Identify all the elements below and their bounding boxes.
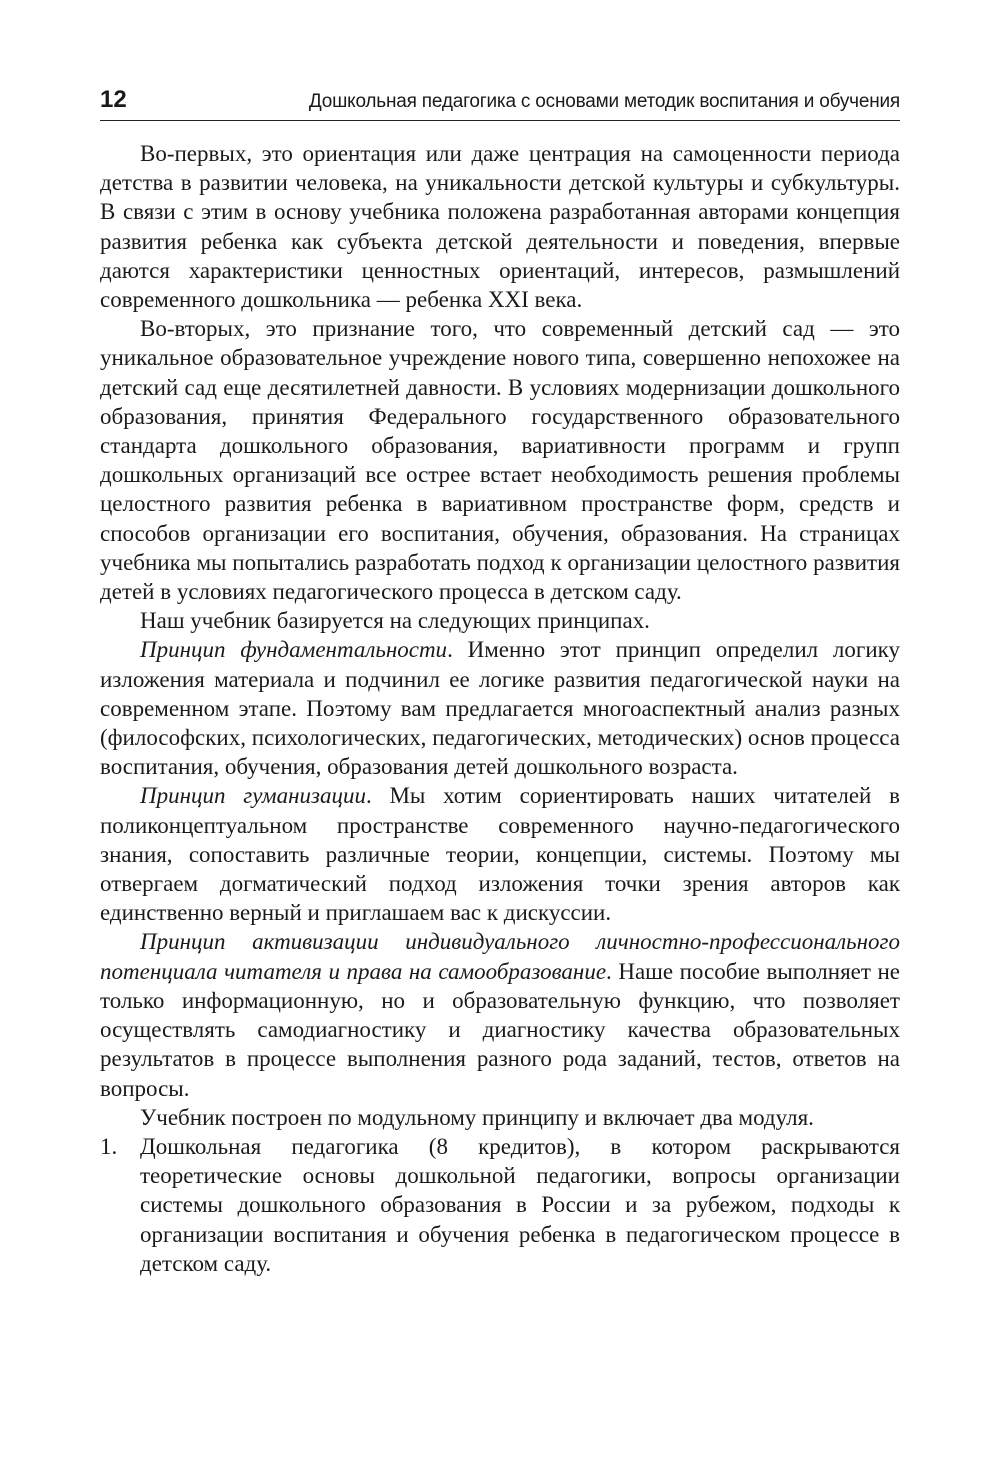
paragraph-text: Во-первых, это ориентация или даже центрация на самоценности периода детства в развитии человека, на уникальности детской культуры и субкультуры. В связи с этим в основу учебника положена разработанная авторами концепция развития ребенка как субъекта детской деятельности и поведения, впервые даются характеристики ценностных ориентаций, интересов, размышлений современного дошкольника — ребенка XXI века. xyxy=(100,141,900,313)
principle-paragraph xyxy=(100,635,900,781)
running-title: Дошкольная педагогика с основами методик воспитания и обучения xyxy=(308,91,900,112)
paragraph xyxy=(100,139,900,314)
running-header xyxy=(100,80,900,121)
paragraph-text: Во-вторых, это признание того, что современный детский сад — это уникальное образовательное учреждение нового типа, совершенно непохожее на детский сад еще десятилетней давности. В условиях модернизации дошкольного образования, принятия Федерального государственного образовательного стандарта дошкольного образования, вариативности программ и групп дошкольных организаций все острее встает необходимость решения проблемы целостного развития ребенка в вариативном пространстве форм, средств и способов организации его воспитания, обучения, образования. На страницах учебника мы попытались разработать подход к организации целостного развития детей в условиях педагогического процесса в детском саду. xyxy=(100,316,900,605)
paragraph-text: Наш учебник базируется на следующих принципах. xyxy=(140,608,650,634)
list-item-number: 1. xyxy=(100,1133,118,1159)
principle-title: Принцип гуманизации xyxy=(140,783,366,809)
paragraph-text: . Наше пособие выполняет не только информационную, но и образовательную функцию, что позволяет осуществлять самодиагностику и диагностику качества образовательных результатов в процессе выполнения разного рода заданий, тестов, ответов на вопросы. xyxy=(100,958,900,1101)
paragraph xyxy=(100,314,900,606)
principle-title: Принцип фундаментальности xyxy=(140,637,448,663)
paragraph-text: . Мы хотим сориентировать наших читателей в поликонцептуальном пространстве современного научно-педагогического знания, сопоставить различные теории, концепции, системы. Поэтому мы отвергаем догматический подход изложения точки зрения авторов как единственно верный и приглашаем вас к дискуссии. xyxy=(100,783,900,926)
module-list xyxy=(100,1132,900,1278)
page-number: 12 xyxy=(100,86,127,113)
paragraph-text: Учебник построен по модульному принципу и включает два модуля. xyxy=(140,1104,814,1130)
paragraph xyxy=(100,606,900,635)
principle-title: Принцип активизации индивидуального личностно-профессионального потенциала читателя и права на самообразование xyxy=(100,929,900,984)
list-item xyxy=(100,1132,900,1278)
paragraph-text: . Именно этот принцип определил логику изложения материала и подчинил ее логике развития педагогической науки на современном этапе. Поэтому вам предлагается многоаспектный анализ разных (философских, психологических, педагогических, методических) основ процесса воспитания, обучения, образования детей дошкольного возраста. xyxy=(100,637,900,780)
principle-paragraph xyxy=(100,927,900,1102)
list-item-text: Дошкольная педагогика (8 кредитов), в котором раскрываются теоретические основы дошкольной педагогики, вопросы организации системы дошкольного образования в России и за рубежом, подходы к организации воспитания и обучения ребенка в педагогическом процессе в детском саду. xyxy=(140,1133,900,1276)
body-text xyxy=(100,139,900,1278)
paragraph xyxy=(100,1103,900,1132)
book-page xyxy=(100,80,900,1278)
principle-paragraph xyxy=(100,781,900,927)
